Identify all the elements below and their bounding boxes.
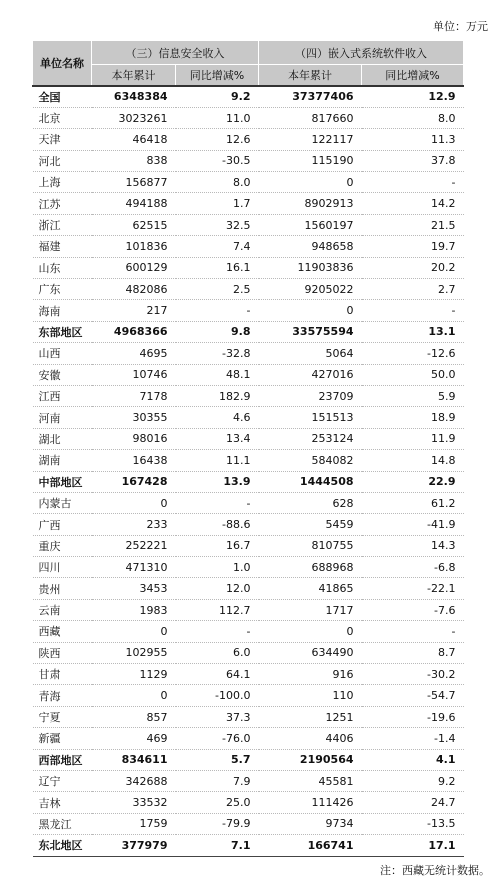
table-row xyxy=(33,514,464,535)
cell-security-yoy: -32.8 xyxy=(176,343,259,364)
cell-embedded-ytd: 5459 xyxy=(259,514,362,535)
table-row xyxy=(33,150,464,171)
table-row xyxy=(33,407,464,428)
cell-embedded-yoy: 12.9 xyxy=(362,86,464,107)
row-region-name: 湖南 xyxy=(33,450,92,471)
row-region-name: 上海 xyxy=(33,172,92,193)
cell-embedded-ytd: 916 xyxy=(259,664,362,685)
row-region-name: 山东 xyxy=(33,257,92,278)
cell-security-yoy: -30.5 xyxy=(176,150,259,171)
cell-embedded-ytd: 0 xyxy=(259,172,362,193)
cell-embedded-ytd: 151513 xyxy=(259,407,362,428)
cell-security-yoy: 9.2 xyxy=(176,86,259,107)
table-row xyxy=(33,792,464,813)
cell-security-yoy: 7.1 xyxy=(176,835,259,856)
row-region-name: 北京 xyxy=(33,107,92,128)
row-region-name: 广西 xyxy=(33,514,92,535)
cell-embedded-yoy: -41.9 xyxy=(362,514,464,535)
cell-embedded-yoy: 21.5 xyxy=(362,214,464,235)
cell-security-yoy: 16.7 xyxy=(176,535,259,556)
cell-embedded-yoy: 37.8 xyxy=(362,150,464,171)
table-row xyxy=(33,129,464,150)
table-row xyxy=(33,599,464,620)
table-row xyxy=(33,193,464,214)
unit-label: 单位：万元 xyxy=(433,20,488,33)
cell-embedded-yoy: 14.2 xyxy=(362,193,464,214)
cell-embedded-ytd: 110 xyxy=(259,685,362,706)
cell-embedded-ytd: 37377406 xyxy=(259,86,362,107)
cell-embedded-yoy: 2.7 xyxy=(362,279,464,300)
row-region-name: 福建 xyxy=(33,236,92,257)
table-row xyxy=(33,343,464,364)
cell-security-yoy: -79.9 xyxy=(176,813,259,834)
cell-embedded-ytd: 4406 xyxy=(259,728,362,749)
cell-security-ytd: 62515 xyxy=(92,214,176,235)
cell-security-ytd: 471310 xyxy=(92,557,176,578)
cell-embedded-ytd: 122117 xyxy=(259,129,362,150)
cell-embedded-ytd: 810755 xyxy=(259,535,362,556)
cell-security-ytd: 3023261 xyxy=(92,107,176,128)
cell-embedded-ytd: 166741 xyxy=(259,835,362,856)
cell-embedded-ytd: 11903836 xyxy=(259,257,362,278)
cell-security-ytd: 342688 xyxy=(92,771,176,792)
cell-security-ytd: 1759 xyxy=(92,813,176,834)
cell-security-yoy: 7.4 xyxy=(176,236,259,257)
cell-embedded-yoy: 20.2 xyxy=(362,257,464,278)
footnote: 注：西藏无统计数据。 xyxy=(380,864,490,877)
cell-embedded-ytd: 9734 xyxy=(259,813,362,834)
row-region-name: 甘肃 xyxy=(33,664,92,685)
cell-embedded-ytd: 8902913 xyxy=(259,193,362,214)
cell-security-ytd: 167428 xyxy=(92,471,176,492)
cell-security-yoy: 11.1 xyxy=(176,450,259,471)
row-region-name: 河北 xyxy=(33,150,92,171)
header-yoy-2: 同比增减% xyxy=(362,65,464,87)
row-region-name: 云南 xyxy=(33,599,92,620)
row-region-name: 江苏 xyxy=(33,193,92,214)
row-region-name: 西藏 xyxy=(33,621,92,642)
row-region-name: 吉林 xyxy=(33,792,92,813)
cell-security-yoy: -76.0 xyxy=(176,728,259,749)
cell-security-ytd: 10746 xyxy=(92,364,176,385)
cell-embedded-yoy: 11.9 xyxy=(362,428,464,449)
table-row xyxy=(33,642,464,663)
cell-security-ytd: 6348384 xyxy=(92,86,176,107)
cell-security-ytd: 7178 xyxy=(92,385,176,406)
cell-embedded-ytd: 23709 xyxy=(259,385,362,406)
table-row xyxy=(33,535,464,556)
cell-security-ytd: 102955 xyxy=(92,642,176,663)
cell-embedded-yoy: -7.6 xyxy=(362,599,464,620)
row-region-name: 湖北 xyxy=(33,428,92,449)
cell-embedded-ytd: 634490 xyxy=(259,642,362,663)
row-region-name: 山西 xyxy=(33,343,92,364)
cell-security-ytd: 600129 xyxy=(92,257,176,278)
cell-embedded-yoy: 24.7 xyxy=(362,792,464,813)
cell-security-yoy: 4.6 xyxy=(176,407,259,428)
row-region-name: 全国 xyxy=(33,86,92,107)
cell-embedded-yoy: 8.7 xyxy=(362,642,464,663)
cell-embedded-yoy: -12.6 xyxy=(362,343,464,364)
revenue-table xyxy=(32,40,464,857)
cell-security-yoy: 9.8 xyxy=(176,321,259,342)
cell-embedded-ytd: 115190 xyxy=(259,150,362,171)
header-ytd-1: 本年累计 xyxy=(92,65,176,87)
table-row xyxy=(33,236,464,257)
cell-embedded-yoy: - xyxy=(362,172,464,193)
row-region-name: 四川 xyxy=(33,557,92,578)
cell-security-yoy: 12.0 xyxy=(176,578,259,599)
table-row xyxy=(33,450,464,471)
cell-embedded-yoy: - xyxy=(362,300,464,321)
row-region-name: 重庆 xyxy=(33,535,92,556)
cell-security-ytd: 98016 xyxy=(92,428,176,449)
row-region-name: 黑龙江 xyxy=(33,813,92,834)
cell-security-ytd: 482086 xyxy=(92,279,176,300)
row-region-name: 西部地区 xyxy=(33,749,92,770)
cell-security-ytd: 834611 xyxy=(92,749,176,770)
table-row xyxy=(33,771,464,792)
cell-security-yoy: 11.0 xyxy=(176,107,259,128)
cell-security-yoy: 8.0 xyxy=(176,172,259,193)
cell-embedded-yoy: - xyxy=(362,621,464,642)
cell-security-ytd: 217 xyxy=(92,300,176,321)
cell-security-ytd: 838 xyxy=(92,150,176,171)
cell-embedded-ytd: 45581 xyxy=(259,771,362,792)
cell-security-ytd: 233 xyxy=(92,514,176,535)
row-region-name: 青海 xyxy=(33,685,92,706)
table-row xyxy=(33,749,464,770)
cell-security-yoy: 13.9 xyxy=(176,471,259,492)
cell-embedded-yoy: -13.5 xyxy=(362,813,464,834)
cell-security-ytd: 494188 xyxy=(92,193,176,214)
cell-embedded-ytd: 427016 xyxy=(259,364,362,385)
cell-security-yoy: 16.1 xyxy=(176,257,259,278)
cell-embedded-yoy: 19.7 xyxy=(362,236,464,257)
cell-embedded-yoy: -22.1 xyxy=(362,578,464,599)
row-region-name: 浙江 xyxy=(33,214,92,235)
cell-embedded-yoy: -1.4 xyxy=(362,728,464,749)
table-row xyxy=(33,578,464,599)
cell-embedded-ytd: 111426 xyxy=(259,792,362,813)
cell-embedded-yoy: -54.7 xyxy=(362,685,464,706)
cell-embedded-yoy: 61.2 xyxy=(362,492,464,513)
cell-security-yoy: 12.6 xyxy=(176,129,259,150)
cell-security-yoy: 182.9 xyxy=(176,385,259,406)
row-region-name: 海南 xyxy=(33,300,92,321)
cell-security-yoy: 1.7 xyxy=(176,193,259,214)
table-row xyxy=(33,214,464,235)
cell-embedded-ytd: 1251 xyxy=(259,706,362,727)
cell-security-ytd: 33532 xyxy=(92,792,176,813)
cell-security-ytd: 0 xyxy=(92,685,176,706)
cell-security-ytd: 101836 xyxy=(92,236,176,257)
table-row xyxy=(33,279,464,300)
row-region-name: 东北地区 xyxy=(33,835,92,856)
cell-embedded-yoy: 13.1 xyxy=(362,321,464,342)
cell-security-yoy: - xyxy=(176,492,259,513)
row-region-name: 陕西 xyxy=(33,642,92,663)
row-region-name: 河南 xyxy=(33,407,92,428)
cell-embedded-yoy: 4.1 xyxy=(362,749,464,770)
cell-security-yoy: 64.1 xyxy=(176,664,259,685)
table-row xyxy=(33,664,464,685)
table-body xyxy=(33,86,464,856)
row-region-name: 宁夏 xyxy=(33,706,92,727)
row-region-name: 辽宁 xyxy=(33,771,92,792)
cell-embedded-yoy: 5.9 xyxy=(362,385,464,406)
cell-security-yoy: -88.6 xyxy=(176,514,259,535)
cell-embedded-ytd: 1444508 xyxy=(259,471,362,492)
cell-embedded-ytd: 1717 xyxy=(259,599,362,620)
cell-security-ytd: 857 xyxy=(92,706,176,727)
table-row xyxy=(33,385,464,406)
row-region-name: 江西 xyxy=(33,385,92,406)
header-unit-name: 单位名称 xyxy=(33,41,92,87)
table-row xyxy=(33,364,464,385)
cell-security-ytd: 46418 xyxy=(92,129,176,150)
cell-embedded-yoy: -30.2 xyxy=(362,664,464,685)
cell-security-yoy: - xyxy=(176,300,259,321)
table-row xyxy=(33,86,464,107)
cell-security-yoy: - xyxy=(176,621,259,642)
cell-embedded-ytd: 33575594 xyxy=(259,321,362,342)
cell-embedded-yoy: -6.8 xyxy=(362,557,464,578)
cell-security-ytd: 4968366 xyxy=(92,321,176,342)
cell-security-ytd: 30355 xyxy=(92,407,176,428)
cell-embedded-ytd: 948658 xyxy=(259,236,362,257)
cell-embedded-ytd: 1560197 xyxy=(259,214,362,235)
cell-embedded-ytd: 688968 xyxy=(259,557,362,578)
table-row xyxy=(33,813,464,834)
cell-embedded-ytd: 584082 xyxy=(259,450,362,471)
cell-embedded-ytd: 628 xyxy=(259,492,362,513)
row-region-name: 贵州 xyxy=(33,578,92,599)
cell-embedded-ytd: 817660 xyxy=(259,107,362,128)
cell-embedded-yoy: 14.8 xyxy=(362,450,464,471)
cell-embedded-yoy: 14.3 xyxy=(362,535,464,556)
table-row xyxy=(33,172,464,193)
table-row xyxy=(33,321,464,342)
cell-embedded-yoy: 17.1 xyxy=(362,835,464,856)
table-row xyxy=(33,428,464,449)
cell-security-yoy: 13.4 xyxy=(176,428,259,449)
cell-embedded-ytd: 2190564 xyxy=(259,749,362,770)
table-row xyxy=(33,471,464,492)
cell-security-yoy: 2.5 xyxy=(176,279,259,300)
cell-embedded-ytd: 253124 xyxy=(259,428,362,449)
row-region-name: 内蒙古 xyxy=(33,492,92,513)
cell-security-ytd: 3453 xyxy=(92,578,176,599)
header-embedded-software: （四）嵌入式系统软件收入 xyxy=(259,41,464,65)
cell-security-ytd: 252221 xyxy=(92,535,176,556)
cell-embedded-ytd: 5064 xyxy=(259,343,362,364)
cell-security-ytd: 1129 xyxy=(92,664,176,685)
table-row xyxy=(33,706,464,727)
table-row xyxy=(33,728,464,749)
cell-security-yoy: 7.9 xyxy=(176,771,259,792)
cell-embedded-yoy: 22.9 xyxy=(362,471,464,492)
row-region-name: 东部地区 xyxy=(33,321,92,342)
cell-embedded-yoy: -19.6 xyxy=(362,706,464,727)
cell-security-yoy: -100.0 xyxy=(176,685,259,706)
cell-security-yoy: 5.7 xyxy=(176,749,259,770)
cell-security-yoy: 1.0 xyxy=(176,557,259,578)
cell-embedded-ytd: 0 xyxy=(259,621,362,642)
table-row xyxy=(33,492,464,513)
table-row xyxy=(33,107,464,128)
header-ytd-2: 本年累计 xyxy=(259,65,362,87)
cell-embedded-yoy: 9.2 xyxy=(362,771,464,792)
table-row xyxy=(33,300,464,321)
cell-security-yoy: 25.0 xyxy=(176,792,259,813)
cell-security-ytd: 4695 xyxy=(92,343,176,364)
row-region-name: 中部地区 xyxy=(33,471,92,492)
table-row xyxy=(33,557,464,578)
cell-embedded-ytd: 9205022 xyxy=(259,279,362,300)
cell-embedded-yoy: 50.0 xyxy=(362,364,464,385)
cell-security-yoy: 48.1 xyxy=(176,364,259,385)
table-row xyxy=(33,257,464,278)
cell-security-ytd: 1983 xyxy=(92,599,176,620)
cell-embedded-yoy: 18.9 xyxy=(362,407,464,428)
cell-security-yoy: 112.7 xyxy=(176,599,259,620)
header-info-security: （三）信息安全收入 xyxy=(92,41,259,65)
table-row xyxy=(33,621,464,642)
cell-embedded-yoy: 8.0 xyxy=(362,107,464,128)
cell-embedded-ytd: 41865 xyxy=(259,578,362,599)
cell-security-ytd: 0 xyxy=(92,621,176,642)
cell-security-ytd: 0 xyxy=(92,492,176,513)
cell-security-yoy: 37.3 xyxy=(176,706,259,727)
cell-embedded-yoy: 11.3 xyxy=(362,129,464,150)
row-region-name: 广东 xyxy=(33,279,92,300)
cell-embedded-ytd: 0 xyxy=(259,300,362,321)
cell-security-ytd: 156877 xyxy=(92,172,176,193)
row-region-name: 安徽 xyxy=(33,364,92,385)
cell-security-ytd: 16438 xyxy=(92,450,176,471)
row-region-name: 新疆 xyxy=(33,728,92,749)
cell-security-ytd: 377979 xyxy=(92,835,176,856)
cell-security-yoy: 32.5 xyxy=(176,214,259,235)
table-header xyxy=(33,41,464,87)
table-row xyxy=(33,685,464,706)
table-row xyxy=(33,835,464,856)
row-region-name: 天津 xyxy=(33,129,92,150)
header-yoy-1: 同比增减% xyxy=(176,65,259,87)
cell-security-ytd: 469 xyxy=(92,728,176,749)
cell-security-yoy: 6.0 xyxy=(176,642,259,663)
